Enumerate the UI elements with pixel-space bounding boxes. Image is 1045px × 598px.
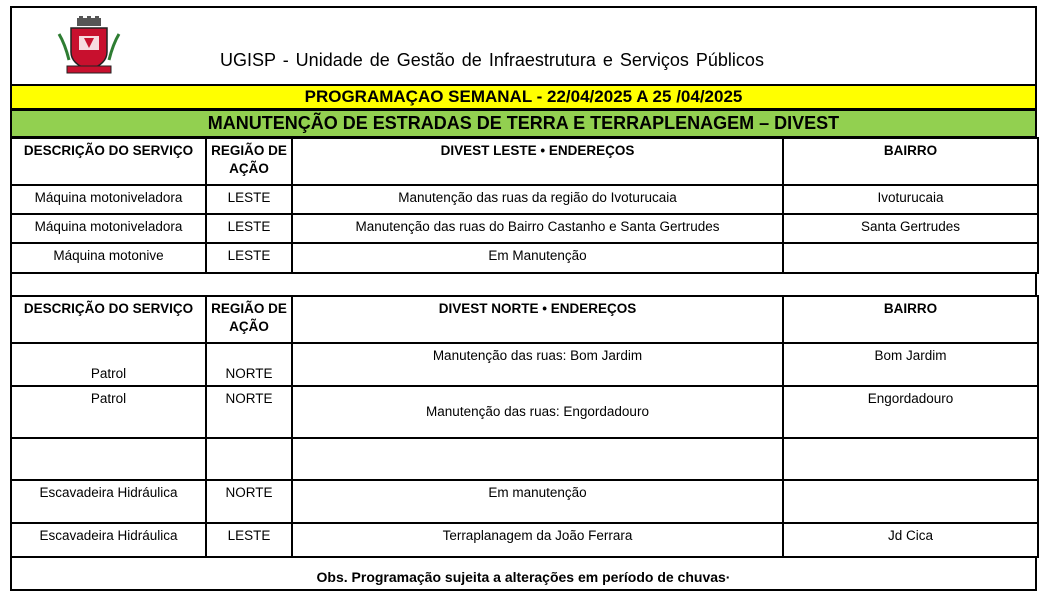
cell-endereco: Manutenção das ruas: Bom Jardim	[292, 343, 783, 386]
section-title-banner: MANUTENÇÃO DE ESTRADAS DE TERRA E TERRAPLENAGEM – DIVEST	[10, 109, 1037, 138]
cell-descricao: Máquina motoniveladora	[11, 185, 206, 214]
section-spacer	[10, 272, 1037, 296]
table-header-row	[11, 138, 1038, 185]
header-bairro: BAIRRO	[783, 138, 1038, 185]
table-row	[11, 523, 1038, 557]
header-regiao: REGIÃO DE AÇÃO	[206, 296, 292, 343]
document-header	[10, 6, 1037, 86]
cell-descricao: Máquina motonive	[11, 243, 206, 273]
organization-title: UGISP - Unidade de Gestão de Infraestrutura e Serviços Públicos	[220, 50, 764, 70]
divest-norte-table	[10, 295, 1039, 558]
cell-bairro: Ivoturucaia	[783, 185, 1038, 214]
divest-leste-table	[10, 137, 1039, 274]
weekly-schedule-banner: PROGRAMAÇAO SEMANAL - 22/04/2025 A 25 /04/2025	[10, 84, 1037, 110]
cell-regiao: LESTE	[206, 214, 292, 243]
cell-bairro: Engordadouro	[783, 386, 1038, 438]
cell-descricao: Máquina motoniveladora	[11, 214, 206, 243]
cell-bairro: Jd Cica	[783, 523, 1038, 557]
table-row	[11, 343, 1038, 386]
cell-descricao: Patrol	[11, 343, 206, 386]
cell-regiao: LESTE	[206, 243, 292, 273]
header-enderecos: DIVEST NORTE • ENDEREÇOS	[292, 296, 783, 343]
table-row	[11, 386, 1038, 438]
header-enderecos: DIVEST LESTE • ENDEREÇOS	[292, 138, 783, 185]
coat-of-arms-icon	[57, 16, 121, 76]
cell-endereco: Manutenção das ruas da região do Ivoturucaia	[292, 185, 783, 214]
header-regiao: REGIÃO DE AÇÃO	[206, 138, 292, 185]
cell-descricao: Escavadeira Hidráulica	[11, 480, 206, 523]
cell-regiao: LESTE	[206, 185, 292, 214]
cell-regiao: NORTE	[206, 343, 292, 386]
cell-regiao: LESTE	[206, 523, 292, 557]
header-bairro: BAIRRO	[783, 296, 1038, 343]
cell-endereco: Em manutenção	[292, 480, 783, 523]
cell-regiao: NORTE	[206, 480, 292, 523]
cell-endereco: Terraplanagem da João Ferrara	[292, 523, 783, 557]
cell-endereco	[292, 438, 783, 480]
table-row	[11, 243, 1038, 273]
table-header-row	[11, 296, 1038, 343]
cell-bairro: Bom Jardim	[783, 343, 1038, 386]
cell-endereco: Manutenção das ruas: Engordadouro	[292, 386, 783, 438]
cell-descricao: Escavadeira Hidráulica	[11, 523, 206, 557]
table-row	[11, 214, 1038, 243]
table-row	[11, 438, 1038, 480]
cell-endereco: Em Manutenção	[292, 243, 783, 273]
cell-descricao: Patrol	[11, 386, 206, 438]
table-row	[11, 480, 1038, 523]
cell-bairro: Santa Gertrudes	[783, 214, 1038, 243]
cell-bairro	[783, 243, 1038, 273]
cell-regiao: NORTE	[206, 386, 292, 438]
header-descricao: DESCRIÇÃO DO SERVIÇO	[11, 138, 206, 185]
cell-endereco: Manutenção das ruas do Bairro Castanho e Santa Gertrudes	[292, 214, 783, 243]
header-descricao: DESCRIÇÃO DO SERVIÇO	[11, 296, 206, 343]
cell-bairro	[783, 480, 1038, 523]
table-row	[11, 185, 1038, 214]
footer-note: Obs. Programação sujeita a alterações em período de chuvas·	[10, 556, 1037, 591]
cell-descricao	[11, 438, 206, 480]
cell-regiao	[206, 438, 292, 480]
cell-bairro	[783, 438, 1038, 480]
